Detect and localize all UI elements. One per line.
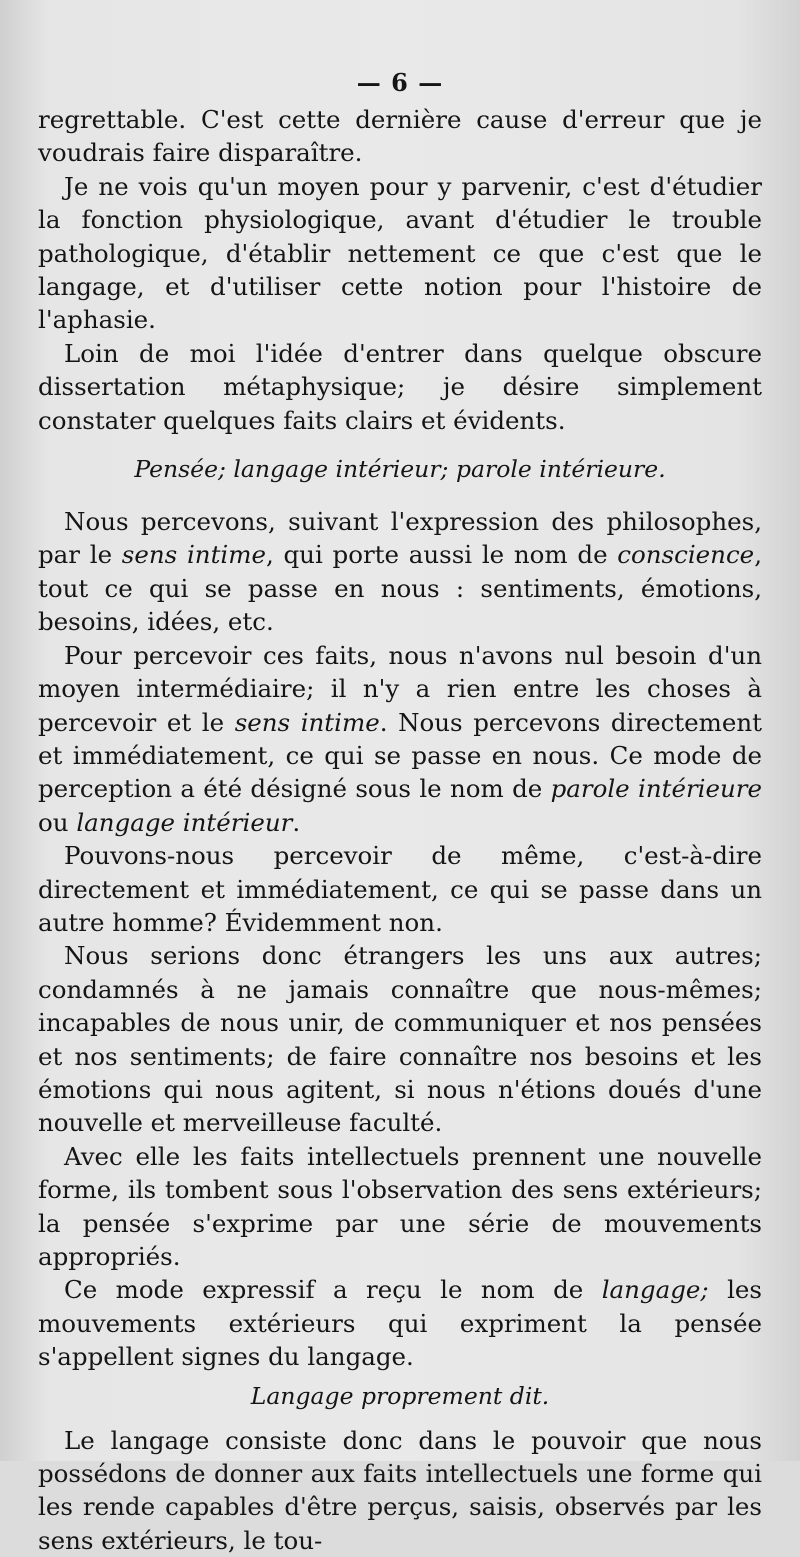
paragraph-continued: regrettable. C'est cette dernière cause d'erreur que je voudrais faire disparaître. (38, 105, 762, 168)
paragraph-sens-intime: Nous percevons, suivant l'expression des philosophes, par le sens intime, qui porte aussi le nom de conscience, tout ce qui se passe en nous : sentiments, émotions, besoins, idées, etc. (38, 507, 762, 637)
section-heading-langage: Langage proprement dit. (250, 1381, 550, 1410)
section-heading-pensee: Pensée; langage intérieur; parole intérieure. (134, 455, 666, 484)
paragraph-method: Je ne vois qu'un moyen pour y parvenir, c'est d'étudier la fonction physiologique, avant d'étudier le trouble pathologique, d'établir nettement ce que c'est que le langage, et d'utiliser cette notion pour l'histoire de l'aphasie. (38, 171, 762, 335)
paragraph-etrangers: Nous serions donc étrangers les uns aux autres; condamnés à ne jamais connaître que nous-mêmes; incapables de nous unir, de communiquer et nos pensées et nos sentiments; de faire connaître nos besoins et les émotions qui nous agitent, si nous n'étions doués d'une nouvelle et merveilleuse faculté. (38, 941, 762, 1138)
paragraph-mode-expressif: Ce mode expressif a reçu le nom de langage; les mouvements extérieurs qui expriment la pensée s'appellent signes du langage. (38, 1275, 762, 1372)
paragraph-langage-consiste: Le langage consiste donc dans le pouvoir que nous possédons de donner aux faits intellectuels une forme qui les rende capables d'être perçus, saisis, observés par les sens extérieurs, le tou- (38, 1425, 762, 1555)
paragraph-intent: Loin de moi l'idée d'entrer dans quelque obscure dissertation métaphysique; je désire simplement constater quelques faits clairs et évidents. (38, 338, 762, 435)
page-number: — 6 — (356, 68, 444, 97)
paragraph-autre-homme: Pouvons-nous percevoir de même, c'est-à-dire directement et immédiatement, ce qui se passe dans un autre homme? Évidemment non. (38, 841, 762, 937)
paragraph-percevoir: Pour percevoir ces faits, nous n'avons nul besoin d'un moyen intermédiaire; il n'y a rien entre les choses à percevoir et le sens intime. Nous percevons directement et immédiatement, ce qui se passe en nous. Ce mode de perception a été désigné sous le nom de parole intérieure ou langage intérieur. (38, 640, 762, 837)
paragraph-avec-elle: Avec elle les faits intellectuels prennent une nouvelle forme, ils tombent sous l'observation des sens extérieurs; la pensée s'exprime par une série de mouvements appropriés. (38, 1141, 762, 1271)
